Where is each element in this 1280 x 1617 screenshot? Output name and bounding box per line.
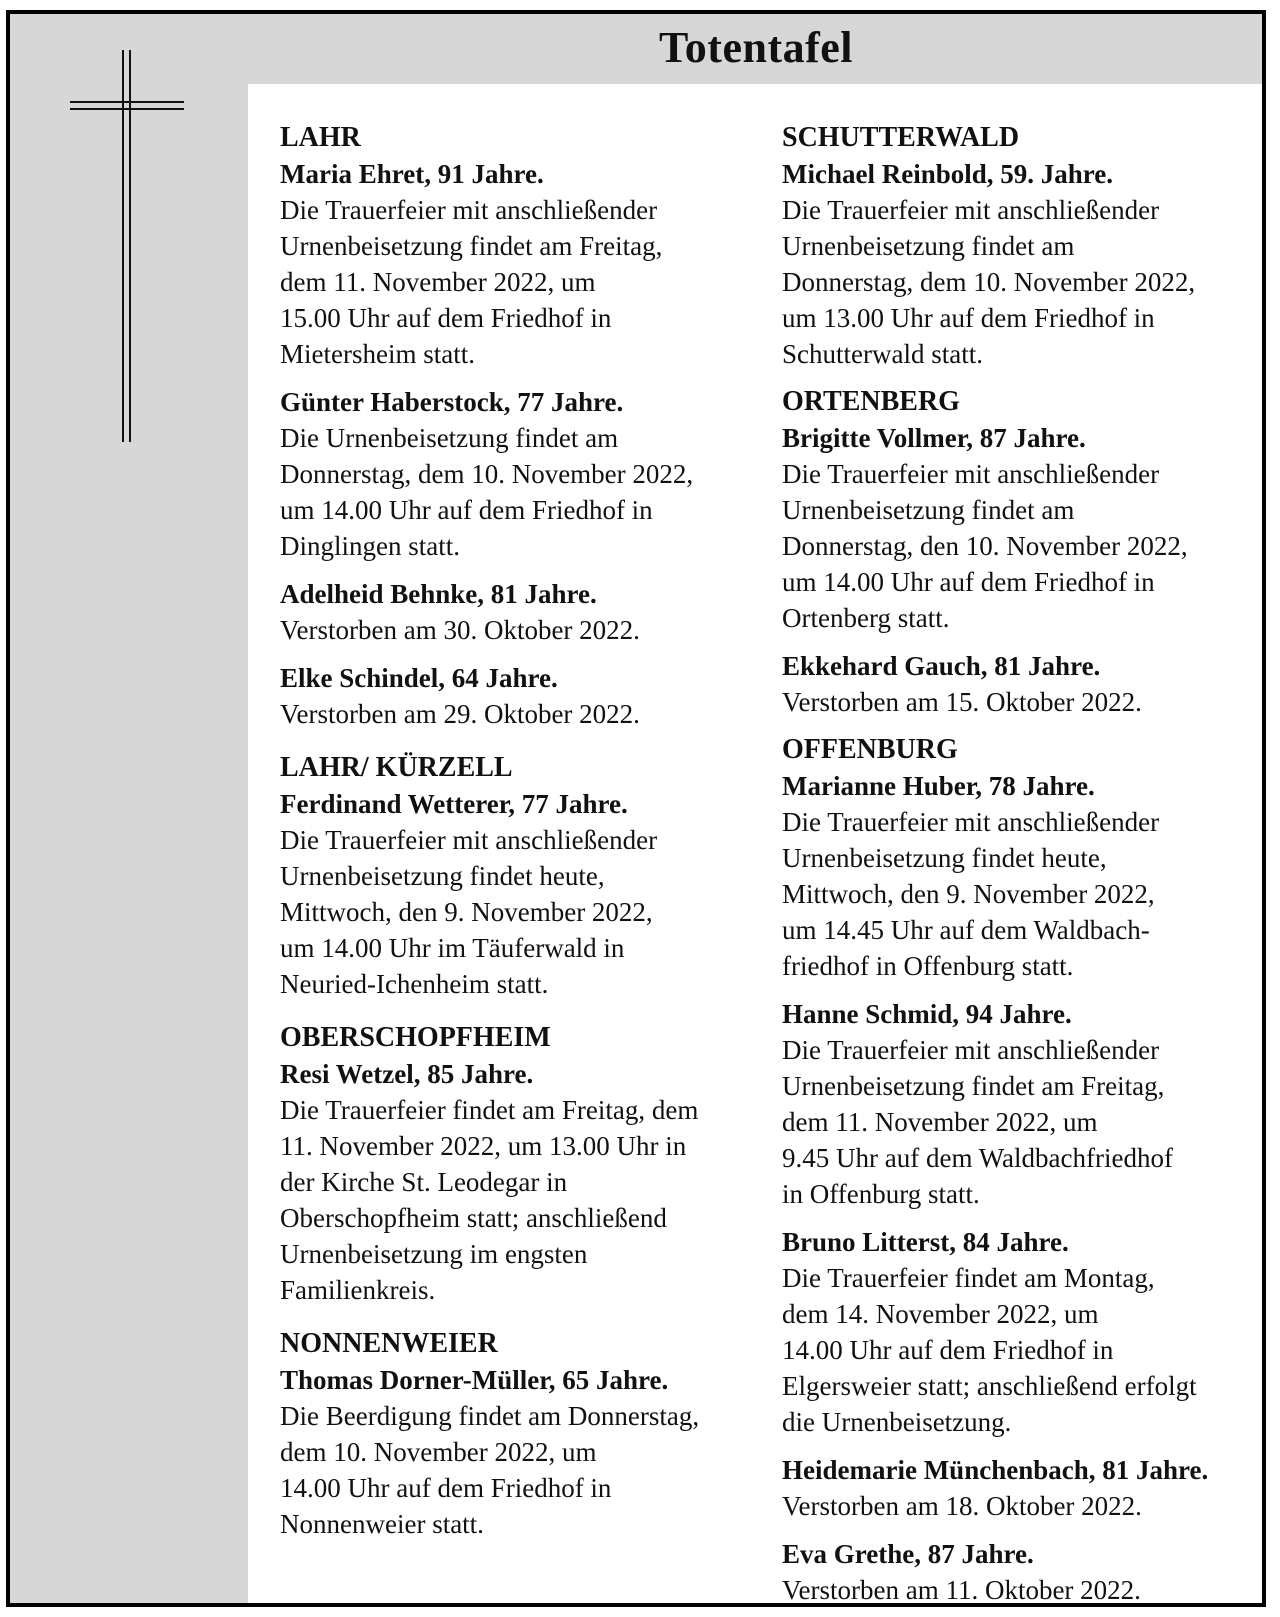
place-heading: SCHUTTERWALD: [782, 122, 1020, 153]
obituary-entry: [280, 786, 760, 1002]
obituary-entry: [280, 384, 760, 564]
deceased-name: Marianne Huber, 78 Jahre.: [782, 771, 1095, 801]
page-title: Totentafel: [658, 23, 854, 72]
place-section: [782, 732, 1252, 1607]
place-section: [782, 120, 1252, 372]
service-details: Verstorben am 15. Oktober 2022.: [782, 687, 1142, 717]
obituary-entry: [782, 156, 1252, 372]
obituary-entry: [280, 156, 760, 372]
deceased-name: Maria Ehret, 91 Jahre.: [280, 159, 544, 189]
place-heading: LAHR: [280, 122, 361, 153]
obituary-entry: [280, 660, 760, 732]
obituary-entry: [782, 1224, 1252, 1440]
obituary-entry: [280, 1056, 760, 1308]
right-column: [782, 120, 1252, 1607]
place-heading: OFFENBURG: [782, 734, 958, 765]
deceased-name: Bruno Litterst, 84 Jahre.: [782, 1227, 1069, 1257]
obituary-entry: [280, 1362, 760, 1542]
service-details: Verstorben am 11. Oktober 2022.: [782, 1575, 1141, 1605]
service-details: Die Trauerfeier findet am Montag, dem 14. November 2022, um 14.00 Uhr auf dem Friedhof in Elgersweier statt; anschließend erfolgt die Urnenbeisetzung.: [782, 1263, 1197, 1437]
place-section: [280, 750, 760, 1002]
obituary-entry: [782, 1536, 1252, 1607]
obituary-entry: [782, 768, 1252, 984]
cross-icon: [70, 50, 200, 450]
obituary-panel: [248, 84, 1266, 1607]
deceased-name: Hanne Schmid, 94 Jahre.: [782, 999, 1072, 1029]
place-section: [280, 1326, 760, 1542]
deceased-name: Eva Grethe, 87 Jahre.: [782, 1539, 1034, 1569]
deceased-name: Michael Reinbold, 59. Jahre.: [782, 159, 1114, 189]
place-heading: NONNENWEIER: [280, 1328, 498, 1359]
left-column: [280, 120, 760, 1560]
place-heading: LAHR/ KÜRZELL: [280, 752, 513, 783]
deceased-name: Resi Wetzel, 85 Jahre.: [280, 1059, 534, 1089]
service-details: Die Trauerfeier mit anschließender Urnenbeisetzung findet am Freitag, dem 11. November 2022, um 9.45 Uhr auf dem Waldbachfriedhof in Offenburg statt.: [782, 1035, 1173, 1209]
deceased-name: Heidemarie Münchenbach, 81 Jahre.: [782, 1455, 1209, 1485]
deceased-name: Ferdinand Wetterer, 77 Jahre.: [280, 789, 628, 819]
service-details: Verstorben am 18. Oktober 2022.: [782, 1491, 1142, 1521]
place-section: [280, 120, 760, 732]
service-details: Die Trauerfeier mit anschließender Urnenbeisetzung findet heute, Mittwoch, den 9. November 2022, um 14.00 Uhr im Täuferwald in Neuried-Ichenheim statt.: [280, 825, 658, 999]
service-details: Die Trauerfeier mit anschließender Urnenbeisetzung findet heute, Mittwoch, den 9. November 2022, um 14.45 Uhr auf dem Waldbach- friedhof in Offenburg statt.: [782, 807, 1160, 981]
place-heading: ORTENBERG: [782, 386, 960, 417]
obituary-entry: [280, 576, 760, 648]
service-details: Verstorben am 29. Oktober 2022.: [280, 699, 640, 729]
service-details: Die Trauerfeier findet am Freitag, dem 11. November 2022, um 13.00 Uhr in der Kirche St. Leodegar in Oberschopfheim statt; anschließend Urnenbeisetzung im engsten Familienkreis.: [280, 1095, 699, 1305]
deceased-name: Thomas Dorner-Müller, 65 Jahre.: [280, 1365, 669, 1395]
service-details: Die Urnenbeisetzung findet am Donnerstag, dem 10. November 2022, um 14.00 Uhr auf dem Friedhof in Dinglingen statt.: [280, 423, 694, 561]
obituary-entry: [782, 420, 1252, 636]
obituary-entry: [782, 648, 1252, 720]
service-details: Die Trauerfeier mit anschließender Urnenbeisetzung findet am Freitag, dem 11. November 2022, um 15.00 Uhr auf dem Friedhof in Mietersheim statt.: [280, 195, 663, 369]
obituary-board: [6, 10, 1266, 1607]
place-heading: OBERSCHOPFHEIM: [280, 1022, 551, 1053]
obituary-entry: [782, 1452, 1252, 1524]
deceased-name: Adelheid Behnke, 81 Jahre.: [280, 579, 597, 609]
deceased-name: Ekkehard Gauch, 81 Jahre.: [782, 651, 1101, 681]
place-section: [280, 1020, 760, 1308]
place-section: [782, 384, 1252, 720]
deceased-name: Elke Schindel, 64 Jahre.: [280, 663, 558, 693]
deceased-name: Brigitte Vollmer, 87 Jahre.: [782, 423, 1086, 453]
deceased-name: Günter Haberstock, 77 Jahre.: [280, 387, 624, 417]
service-details: Die Trauerfeier mit anschließender Urnenbeisetzung findet am Donnerstag, dem 10. November 2022, um 13.00 Uhr auf dem Friedhof in Schutterwald statt.: [782, 195, 1196, 369]
obituary-entry: [782, 996, 1252, 1212]
service-details: Die Beerdigung findet am Donnerstag, dem 10. November 2022, um 14.00 Uhr auf dem Friedhof in Nonnenweier statt.: [280, 1401, 700, 1539]
service-details: Verstorben am 30. Oktober 2022.: [280, 615, 640, 645]
service-details: Die Trauerfeier mit anschließender Urnenbeisetzung findet am Donnerstag, den 10. November 2022, um 14.00 Uhr auf dem Friedhof in Ortenberg statt.: [782, 459, 1188, 633]
